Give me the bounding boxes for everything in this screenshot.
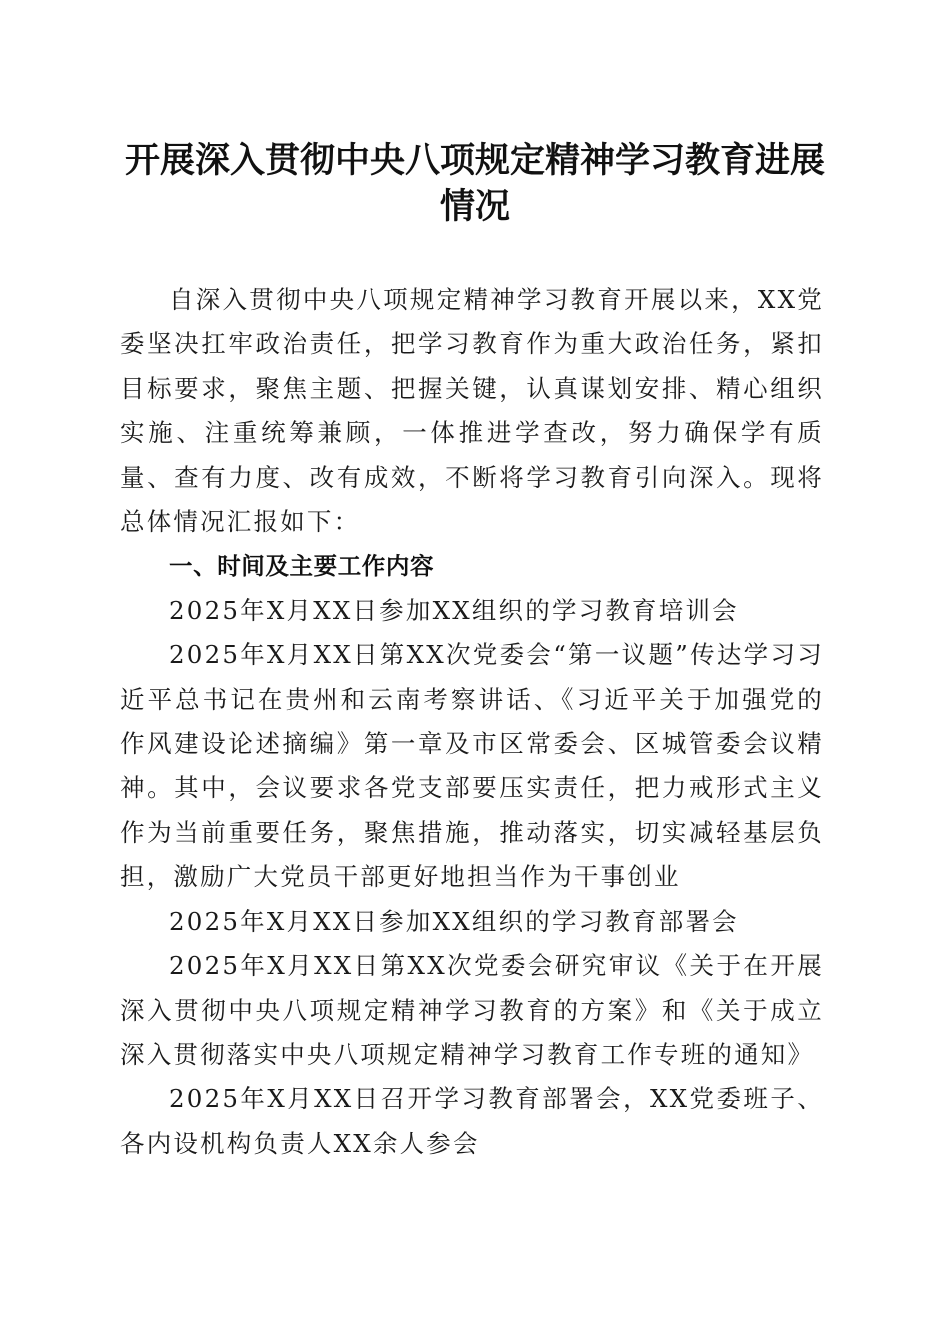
document-title: 开展深入贯彻中央八项规定精神学习教育进展情况 [124, 140, 825, 227]
section-heading: 一、时间及主要工作内容 [169, 552, 435, 581]
work-item-4: 2025年X月XX日第XX次党委会研究审议《关于在开展深入贯彻中央八项规定精神学习教育的方案》和《关于成立深入贯彻落实中央八项规定精神学习教育工作专班的通知》 [120, 951, 824, 1069]
work-item-5: 2025年X月XX日召开学习教育部署会，XX党委班子、各内设机构负责人XX余人参会 [120, 1084, 824, 1158]
work-item-1: 2025年X月XX日参加XX组织的学习教育培训会 [169, 595, 739, 625]
intro-paragraph: 自深入贯彻中央八项规定精神学习教育开展以来，XX党委坚决扛牢政治责任，把学习教育作为重大政治任务，紧扣目标要求，聚焦主题、把握关键，认真谋划安排、精心组织实施、注重统筹兼顾，一体推进学查改，努力确保学有质量、查有力度、改有成效，不断将学习教育引向深入。现将总体情况汇报如下： [120, 285, 824, 537]
work-item-3: 2025年X月XX日参加XX组织的学习教育部署会 [169, 906, 739, 936]
work-item-2: 2025年X月XX日第XX次党委会“第一议题”传达学习习近平总书记在贵州和云南考察讲话、《习近平关于加强党的作风建设论述摘编》第一章及市区常委会、区城管委会议精神。其中，会议要求各党支部要压实责任，把力戒形式主义作为当前重要任务，聚焦措施，推动落实，切实减轻基层负担，激励广大党员干部更好地担当作为干事创业 [120, 640, 824, 892]
document-body [120, 278, 824, 1166]
